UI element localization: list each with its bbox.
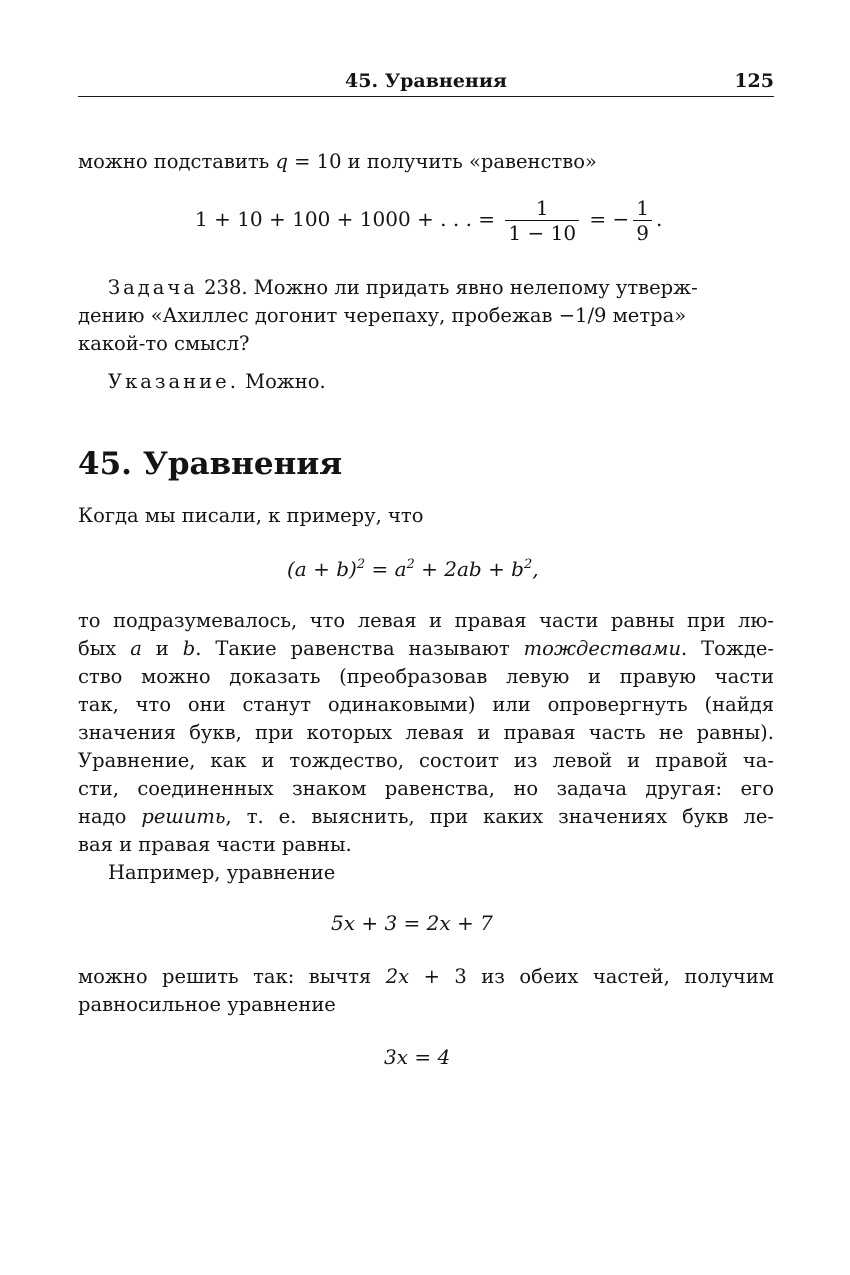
paragraph-line: можно решить так: вычтя 2x + 3 из обеих частей, получим: [78, 965, 774, 988]
equation-result: 3x = 4: [384, 1045, 451, 1069]
paragraph-line: то подразумевалось, что левая и правая части равны при лю-: [78, 609, 774, 632]
running-header: [78, 66, 774, 97]
text-line: можно подставить q = 10 и получить «равенство»: [78, 150, 597, 173]
problem-238-line: какой-то смысл?: [78, 332, 250, 355]
paragraph-line: бых a и b. Такие равенства называют тождествами. Тожде-: [78, 637, 774, 660]
equation-geometric-series: 1 + 10 + 100 + 1000 + . . . = $\frac{1}{1 - 10}$ = − $\frac{1}{9}$ .: [195, 196, 663, 245]
paragraph-line: ство можно доказать (преобразовав левую и правую части: [78, 665, 774, 688]
paragraph-line: вая и правая части равны.: [78, 833, 352, 856]
equation-linear: 5x + 3 = 2x + 7: [331, 911, 493, 935]
fraction: $\frac{1}{1 - 10}$: [505, 196, 579, 245]
problem-238-line: дению «Ахиллес догонит черепаху, пробежав −1/9 метра»: [78, 304, 687, 327]
running-title: 45. Уравнения: [345, 70, 507, 92]
paragraph-line: сти, соединенных знаком равенства, но задача другая: его: [78, 777, 774, 800]
term-solve: решить: [141, 805, 226, 828]
paragraph-line: Когда мы писали, к примеру, что: [78, 504, 424, 527]
fraction: $\frac{1}{9}$: [633, 196, 652, 245]
hint-line: Указание. Можно.: [108, 370, 326, 393]
paragraph-line: значения букв, при которых левая и правая часть не равны).: [78, 721, 774, 744]
equation-identity: $(a + b)^2 = a^2 + 2ab + b^2$,: [287, 557, 539, 581]
section-heading: 45. Уравнения: [78, 446, 343, 482]
paragraph-line: Например, уравнение: [108, 861, 336, 884]
paragraph-line: равносильное уравнение: [78, 993, 336, 1016]
term-identities: тождествами: [523, 637, 682, 660]
page-number: 125: [734, 70, 774, 92]
paragraph-line: Уравнение, как и тождество, состоит из левой и правой ча-: [78, 749, 774, 772]
problem-238-line: Задача 238. Можно ли придать явно нелепому утверж-: [108, 276, 698, 299]
paragraph-line: надо решить, т. е. выяснить, при каких значениях букв ле-: [78, 805, 774, 828]
paragraph-line: так, что они станут одинаковыми) или опровергнуть (найдя: [78, 693, 774, 716]
